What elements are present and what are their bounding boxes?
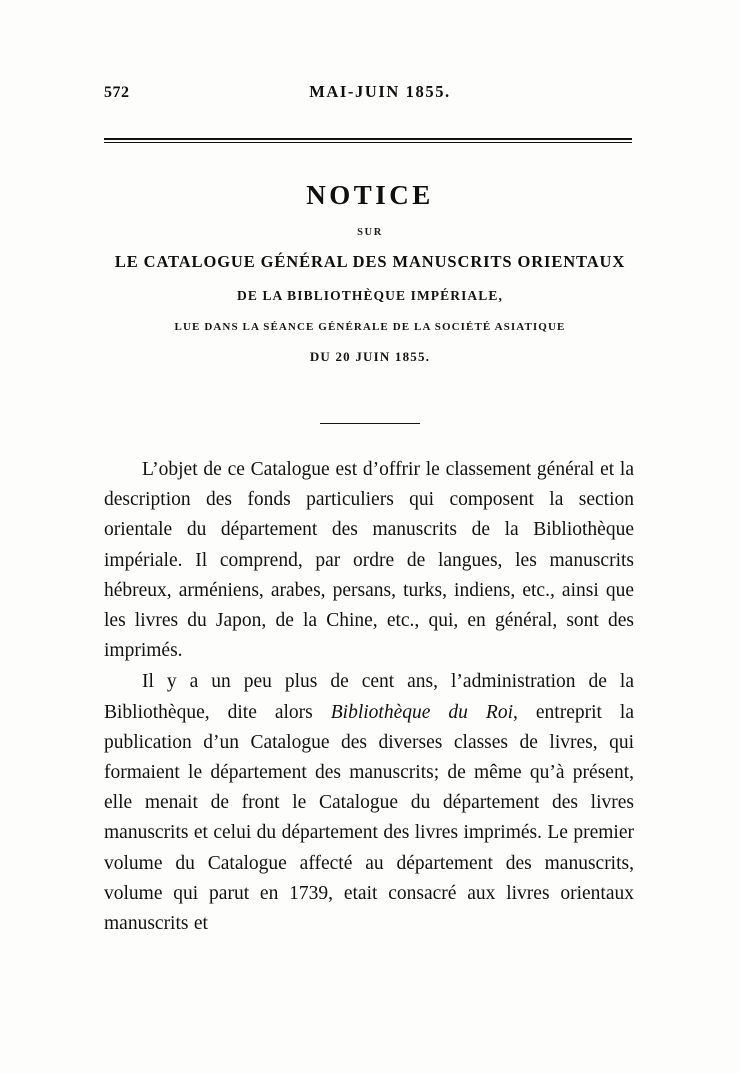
paragraph-2: [104, 667, 634, 939]
title-session-line: LUE DANS LA SÉANCE GÉNÉRALE DE LA SOCIÉTÉ ASIATIQUE: [174, 321, 566, 333]
title-subject-line: LE CATALOGUE GÉNÉRAL DES MANUSCRITS ORIENTAUX: [114, 252, 626, 271]
page-header: [104, 82, 636, 102]
paragraph-2-segment-2: , entreprit la publication d’un Catalogue des diverses classes de livres, qui formaient le département des manuscrits; de même qu’à présent, elle menait de front le Catalogue du département des livres manuscrits et celui du département des livres imprimés. Le premier volume du Catalogue affecté au département des manuscrits, volume qui parut en 1739, etait consacré aux livres orientaux manuscrits et: [104, 701, 634, 935]
page-title: NOTICE: [306, 180, 434, 210]
header-rule-thick: [104, 138, 632, 140]
paragraph-2-italic-title: Bibliothèque du Roi: [330, 701, 513, 723]
page-number: 572: [104, 84, 130, 101]
paragraph-1: L’objet de ce Catalogue est d’offrir le classement général et la description des fonds particuliers qui composent la section orientale du département des manuscrits de la Bibliothèque impériale. Il comprend, par ordre de langues, les manuscrits hébreux, arméniens, arabes, persans, turks, indiens, etc., ainsi que les livres du Japon, de la Chine, etc., qui, en général, sont des imprimés.: [104, 459, 634, 662]
body-text: [104, 455, 634, 939]
title-date-line: DU 20 JUIN 1855.: [309, 349, 431, 364]
header-rule: [104, 138, 632, 144]
paragraph-2-segment-1: Il y a un peu plus de cent ans, l’administration de la Bibliothèque, dite alors: [104, 671, 634, 723]
title-divider-rule: [320, 423, 420, 424]
title-sur: SUR: [357, 227, 383, 238]
header-rule-thin: [104, 142, 632, 143]
running-head: MAI-JUIN 1855.: [309, 82, 451, 101]
title-block: [70, 180, 670, 365]
title-institution-line: DE LA BIBLIOTHÈQUE IMPÉRIALE,: [237, 288, 503, 303]
